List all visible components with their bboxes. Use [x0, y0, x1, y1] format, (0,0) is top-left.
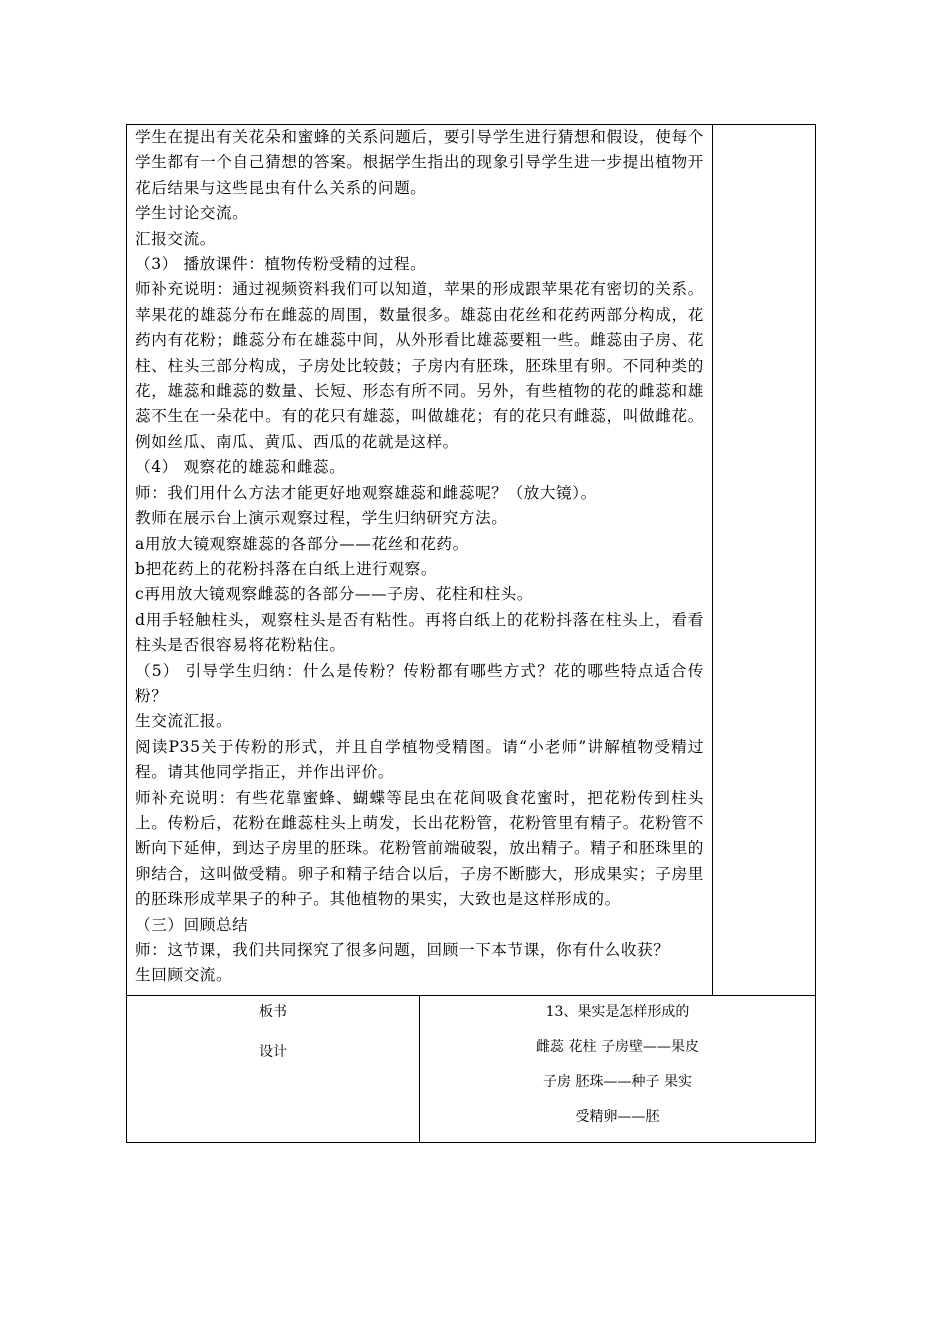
- board-line: 受精卵——胚: [575, 1109, 660, 1125]
- lesson-paragraph: 师补充说明：通过视频资料我们可以知道，苹果的形成跟苹果花有密切的关系。苹果花的雄蕊分布在雌蕊的周围，数量很多。雄蕊由花丝和花药两部分构成，花药内有花粉；雌蕊分布在雄蕊中间，从外形看比雄蕊要粗一些。雌蕊由子房、花柱、柱头三部分构成，子房处比较鼓；子房内有胚珠，胚珠里有卵。不同种类的花，雄蕊和雌蕊的数量、长短、形态有所不同。另外，有些植物的花的雌蕊和雄蕊不生在一朵花中。有的花只有雄蕊，叫做雄花；有的花只有雌蕊，叫做雌花。例如丝瓜、南瓜、黄瓜、西瓜的花就是这样。: [135, 280, 704, 451]
- lesson-paragraph: 学生在提出有关花朵和蜜蜂的关系问题后，要引导学生进行猜想和假设，使每个学生都有一个自己猜想的答案。根据学生指出的现象引导学生进一步提出植物开花后结果与这些昆虫有什么关系的问题。: [135, 128, 704, 197]
- lesson-paragraph: 教师在展示台上演示观察过程，学生归纳研究方法。: [135, 509, 508, 528]
- notes-column-cell: [713, 125, 816, 996]
- lesson-paragraph: 汇报交流。: [135, 229, 216, 248]
- lesson-paragraph: （4） 观察花的雄蕊和雌蕊。: [135, 458, 346, 477]
- lesson-paragraph: d用手轻触柱头，观察柱头是否有粘性。再将白纸上的花粉抖落在柱头上，看看柱头是否很容易将花粉粘住。: [135, 610, 704, 655]
- lesson-paragraph: （3） 播放课件：植物传粉受精的过程。: [135, 255, 427, 274]
- board-design-label-cell: [127, 996, 420, 1143]
- board-design-row: [127, 996, 816, 1143]
- lesson-paragraph: 生回顾交流。: [135, 966, 233, 985]
- lesson-plan-table: [126, 124, 816, 1143]
- lesson-paragraph: a用放大镜观察雄蕊的各部分——花丝和花药。: [135, 534, 469, 553]
- lesson-paragraph: 阅读P35关于传粉的形式，并且自学植物受精图。请“小老师”讲解植物受精过程。请其他同学指正，并作出评价。: [135, 737, 704, 782]
- lesson-paragraph: b把花药上的花粉抖落在白纸上进行观察。: [135, 559, 438, 578]
- lesson-paragraph: 师补充说明：有些花靠蜜蜂、蝴蝶等昆虫在花间吸食花蜜时，把花粉传到柱头上。传粉后，花粉在雌蕊柱头上萌发，长出花粉管，花粉管里有精子。花粉管不断向下延伸，到达子房里的胚珠。花粉管前端破裂，放出精子。精子和胚珠里的卵结合，这叫做受精。卵子和精子结合以后，子房不断膨大，形成果实；子房里的胚珠形成苹果子的种子。其他植物的果实，大致也是这样形成的。: [135, 788, 704, 909]
- board-design-content-cell: [420, 996, 816, 1143]
- lesson-paragraph: c再用放大镜观察雌蕊的各部分——子房、花柱和柱头。: [135, 585, 533, 604]
- board-title: 13、果实是怎样形成的: [545, 1004, 690, 1020]
- board-label-line: 板书: [259, 1004, 287, 1020]
- board-line: 子房 胚珠——种子 果实: [543, 1074, 692, 1090]
- lesson-process-row: [127, 125, 816, 996]
- board-label-line: 设计: [259, 1044, 287, 1060]
- lesson-paragraph: 师：这节课，我们共同探究了很多问题，回顾一下本节课，你有什么收获？: [135, 941, 670, 959]
- lesson-paragraph: （5） 引导学生归纳：什么是传粉？传粉都有哪些方式？花的哪些特点适合传粉？: [135, 661, 704, 705]
- lesson-paragraph: （三）回顾总结: [135, 915, 249, 934]
- lesson-process-cell: [127, 125, 713, 996]
- lesson-paragraph: 生交流汇报。: [135, 712, 233, 731]
- lesson-paragraph: 学生讨论交流。: [135, 204, 249, 223]
- board-line: 雌蕊 花柱 子房壁——果皮: [536, 1039, 699, 1055]
- lesson-paragraph: 师：我们用什么方法才能更好地观察雄蕊和雌蕊呢？（放大镜）。: [135, 483, 597, 502]
